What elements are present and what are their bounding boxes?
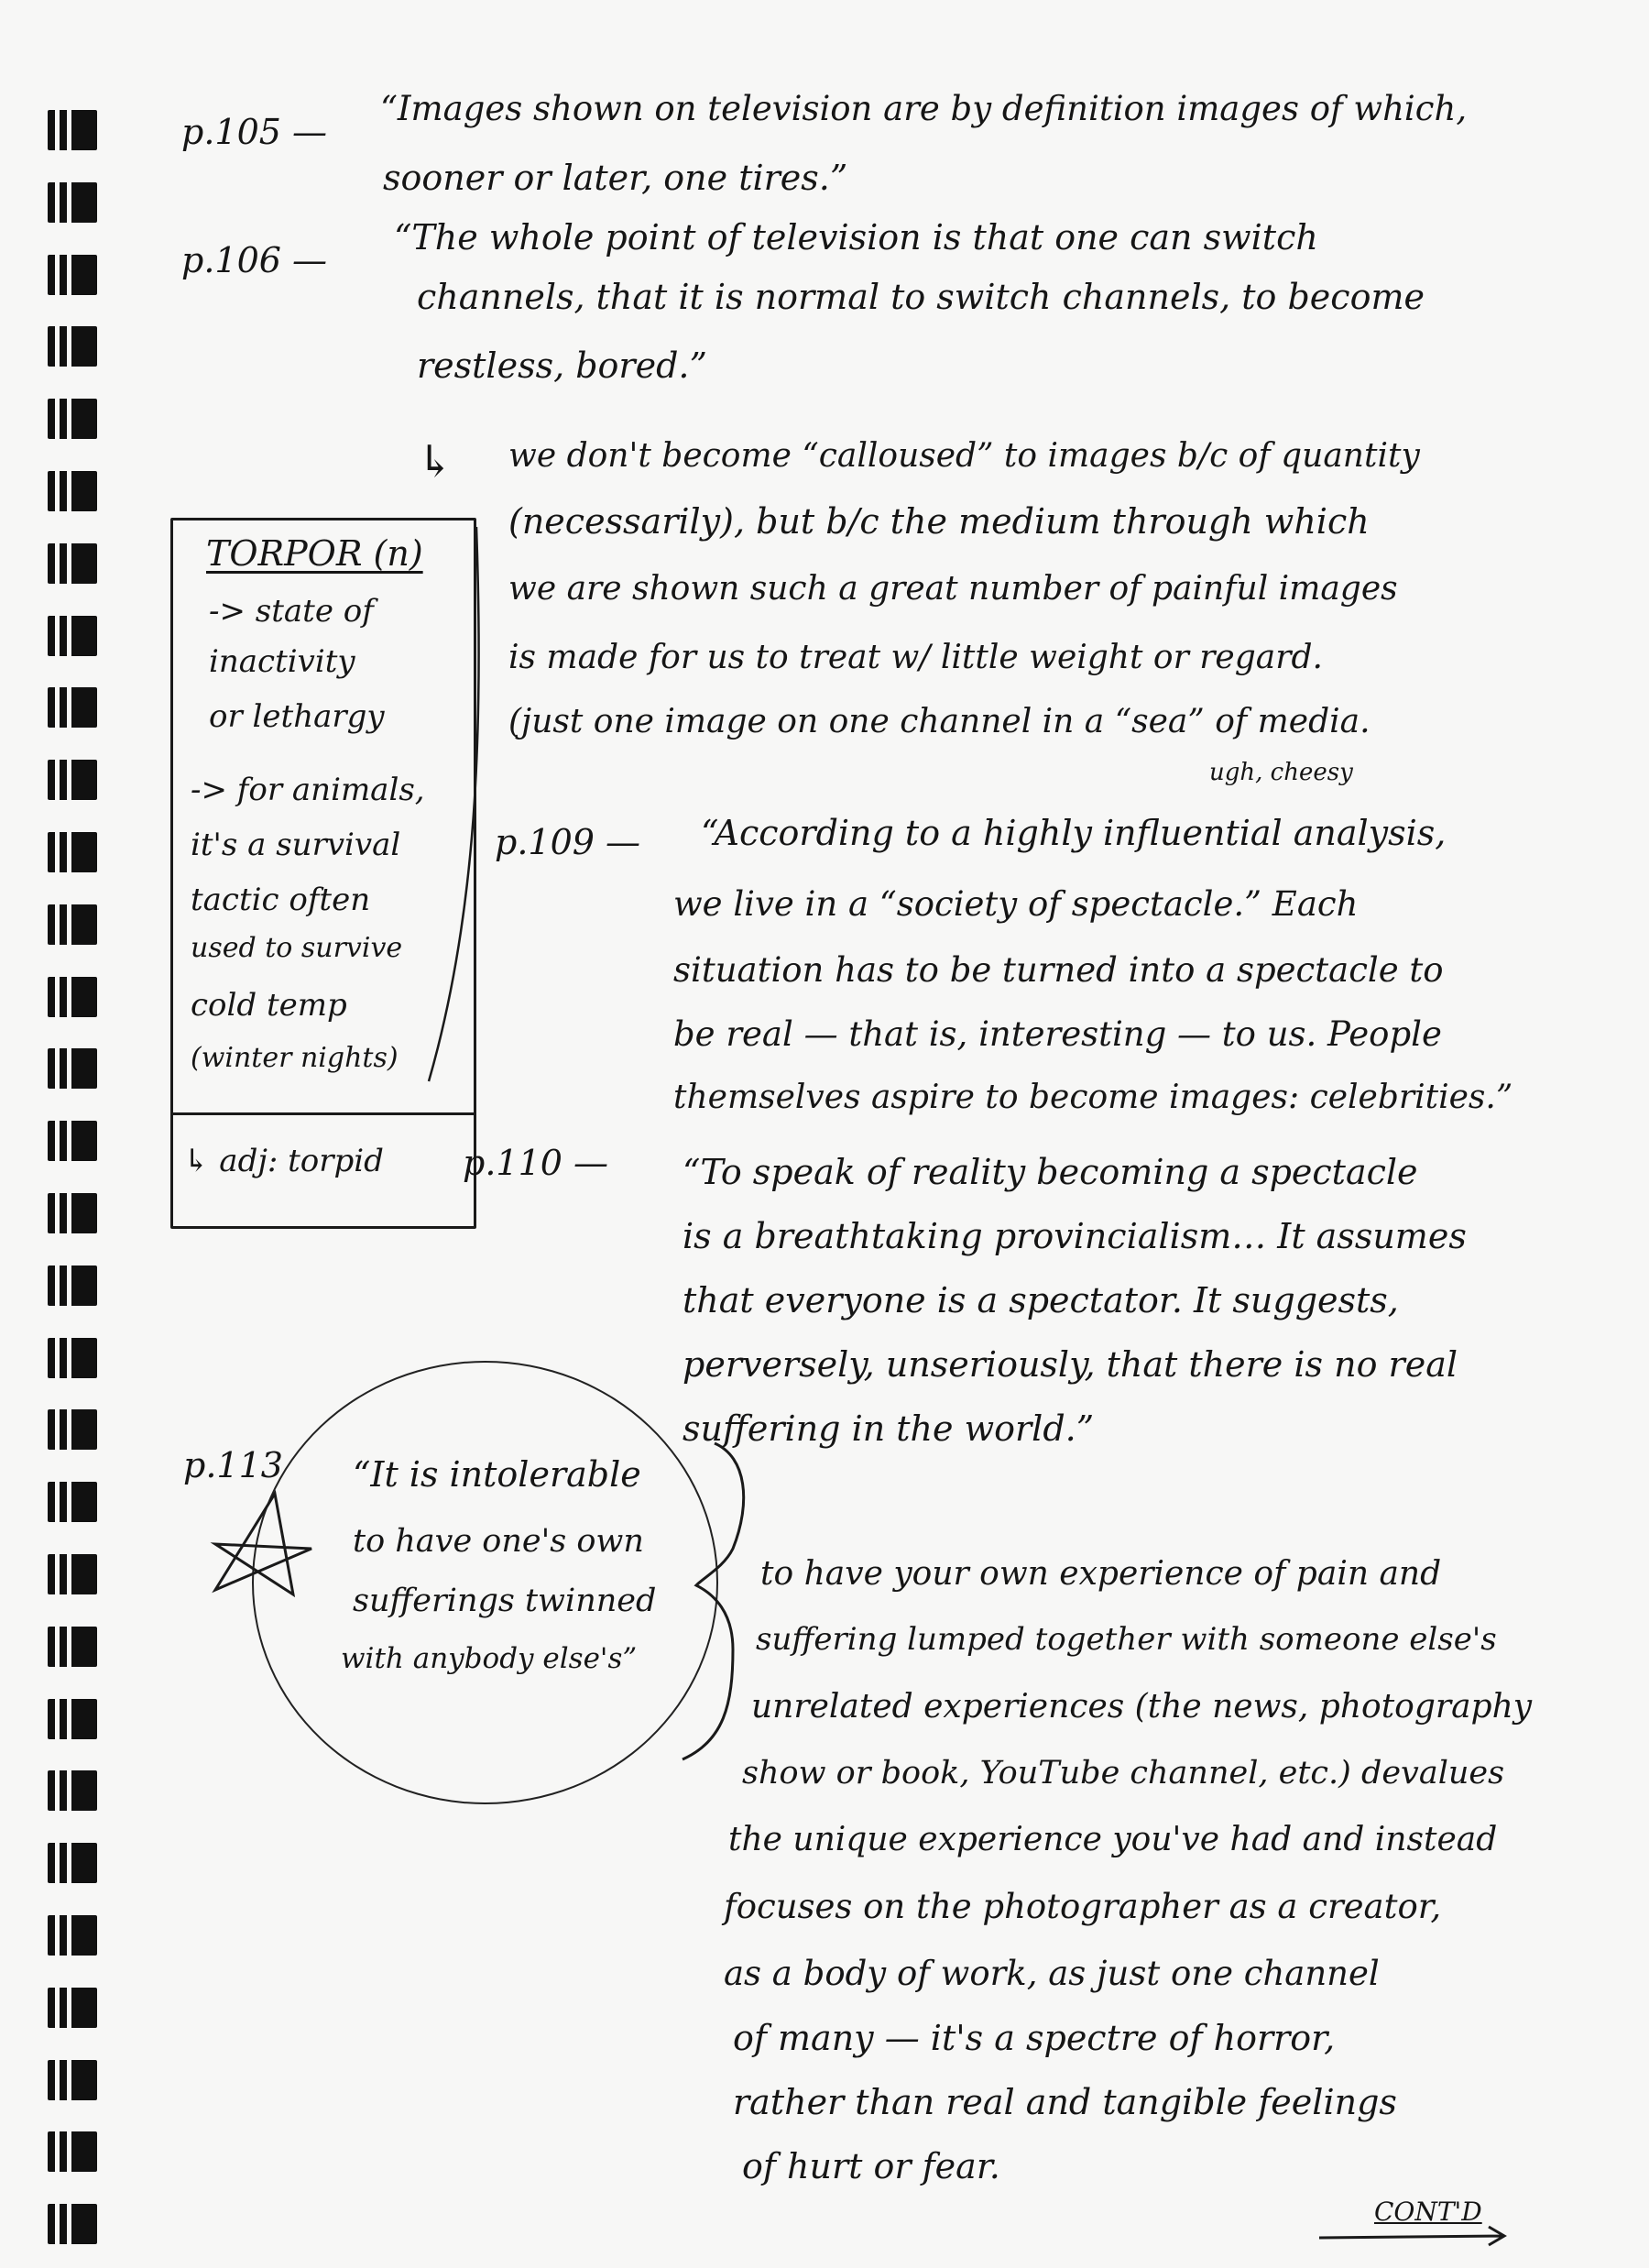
note-twinned-line-6: focuses on the photographer as a creator, [724, 1887, 1442, 1926]
quote-106-line-2: channels, that it is normal to switch channels, to become [417, 277, 1425, 317]
quote-113-line-3: sufferings twinned [353, 1583, 657, 1619]
note-twinned-line-9: rather than real and tangible feelings [733, 2082, 1397, 2122]
definition-line-2: inactivity [209, 643, 355, 680]
note-arrow: ↳ [417, 436, 454, 488]
quote-109-line-4: be real — that is, interesting — to us. People [673, 1014, 1442, 1054]
note-twinned-line-10: of hurt or fear. [742, 2146, 1000, 2186]
note-twinned-line-3: unrelated experiences (the news, photography [751, 1688, 1533, 1726]
spiral-ring [48, 1482, 97, 1522]
spiral-ring [48, 326, 97, 367]
quote-106-line-1: “The whole point of television is that one can switch [394, 217, 1318, 257]
spiral-ring [48, 399, 97, 439]
definition-title: TORPOR (n) [206, 533, 423, 574]
spiral-ring [48, 832, 97, 872]
spiral-ring [48, 1627, 97, 1667]
spiral-binding [48, 110, 103, 2218]
spiral-ring [48, 977, 97, 1017]
page-ref-106: p.106 — [181, 240, 328, 280]
spiral-ring [48, 255, 97, 295]
quote-105-line-2: sooner or later, one tires.” [383, 158, 848, 198]
definition-line-8: cold temp [191, 987, 347, 1024]
quote-109-line-2: we live in a “society of spectacle.” Each [673, 884, 1359, 924]
note-twinned-line-1: to have your own experience of pain and [760, 1555, 1442, 1593]
quote-109-line-1: “According to a highly influential analysis, [701, 813, 1447, 853]
spiral-ring [48, 471, 97, 511]
note-callous-line-2: (necessarily), but b/c the medium through which [508, 501, 1370, 542]
spiral-ring [48, 2204, 97, 2244]
spiral-ring [48, 182, 97, 223]
quote-106-line-3: restless, bored.” [417, 345, 707, 386]
quote-105-line-1: “Images shown on television are by definition images of which, [380, 89, 1468, 128]
note-aside-cheesy: ugh, cheesy [1209, 759, 1353, 786]
quote-113-line-1: “It is intolerable [353, 1454, 641, 1495]
spiral-ring [48, 1770, 97, 1811]
spiral-ring [48, 1843, 97, 1883]
note-callous-line-3: we are shown such a great number of painful images [508, 570, 1398, 608]
quote-109-line-3: situation has to be turned into a spectacle to [673, 950, 1444, 990]
definition-line-4: -> for animals, [191, 772, 425, 808]
quote-110-line-3: that everyone is a spectator. It suggests, [683, 1280, 1399, 1320]
spiral-ring [48, 1915, 97, 1956]
quote-110-line-5: suffering in the world.” [683, 1408, 1095, 1449]
spiral-ring [48, 760, 97, 800]
spiral-ring [48, 687, 97, 728]
spiral-ring [48, 2131, 97, 2172]
spiral-ring [48, 1409, 97, 1450]
spiral-ring [48, 1338, 97, 1378]
spiral-ring [48, 1048, 97, 1089]
spiral-ring [48, 616, 97, 656]
spiral-ring [48, 1265, 97, 1306]
quote-113-line-4: with anybody else's” [341, 1642, 638, 1675]
definition-line-3: or lethargy [209, 698, 385, 735]
note-callous-line-4: is made for us to treat w/ little weight or regard. [508, 639, 1323, 676]
contd-arrow-icon [1319, 2227, 1504, 2245]
definition-line-6: tactic often [191, 882, 371, 918]
note-twinned-line-8: of many — it's a spectre of horror, [733, 2018, 1336, 2058]
definition-line-7: used to survive [191, 932, 403, 964]
quote-110-line-2: is a breathtaking provincialism… It assumes [683, 1216, 1467, 1256]
definition-box-divider [170, 1112, 475, 1115]
spiral-ring [48, 904, 97, 945]
page-ref-105: p.105 — [181, 112, 328, 152]
note-twinned-line-4: show or book, YouTube channel, etc.) devalues [742, 1755, 1505, 1791]
page-ref-110: p.110 — [463, 1143, 609, 1183]
spiral-ring [48, 2060, 97, 2100]
spiral-ring [48, 1121, 97, 1161]
spiral-ring [48, 110, 97, 150]
spiral-ring [48, 1554, 97, 1594]
quote-113-line-2: to have one's own [353, 1523, 644, 1560]
note-twinned-line-2: suffering lumped together with someone else's [756, 1621, 1497, 1658]
spiral-ring [48, 543, 97, 584]
quote-110-line-1: “To speak of reality becoming a spectacle [683, 1152, 1418, 1192]
note-callous-line-1: we don't become “calloused” to images b/c of quantity [508, 437, 1420, 475]
definition-line-5: it's a survival [191, 827, 401, 863]
quote-109-line-5: themselves aspire to become images: celebrities.” [673, 1079, 1513, 1116]
spiral-ring [48, 1193, 97, 1233]
note-twinned-line-5: the unique experience you've had and instead [728, 1821, 1498, 1858]
definition-line-1: -> state of [209, 593, 374, 630]
note-callous-line-5: (just one image on one channel in a “sea” of media. [508, 703, 1371, 740]
continued-label: CONT'D [1374, 2197, 1482, 2227]
page-ref-113: p.113 [183, 1445, 283, 1485]
quote-110-line-4: perversely, unseriously, that there is no real [683, 1344, 1458, 1385]
spiral-ring [48, 1699, 97, 1739]
definition-line-9: (winter nights) [191, 1042, 399, 1074]
definition-adj: ↳ adj: torpid [183, 1143, 384, 1179]
page-ref-109: p.109 — [495, 822, 641, 862]
spiral-ring [48, 1988, 97, 2028]
note-twinned-line-7: as a body of work, as just one channel [724, 1954, 1380, 1993]
